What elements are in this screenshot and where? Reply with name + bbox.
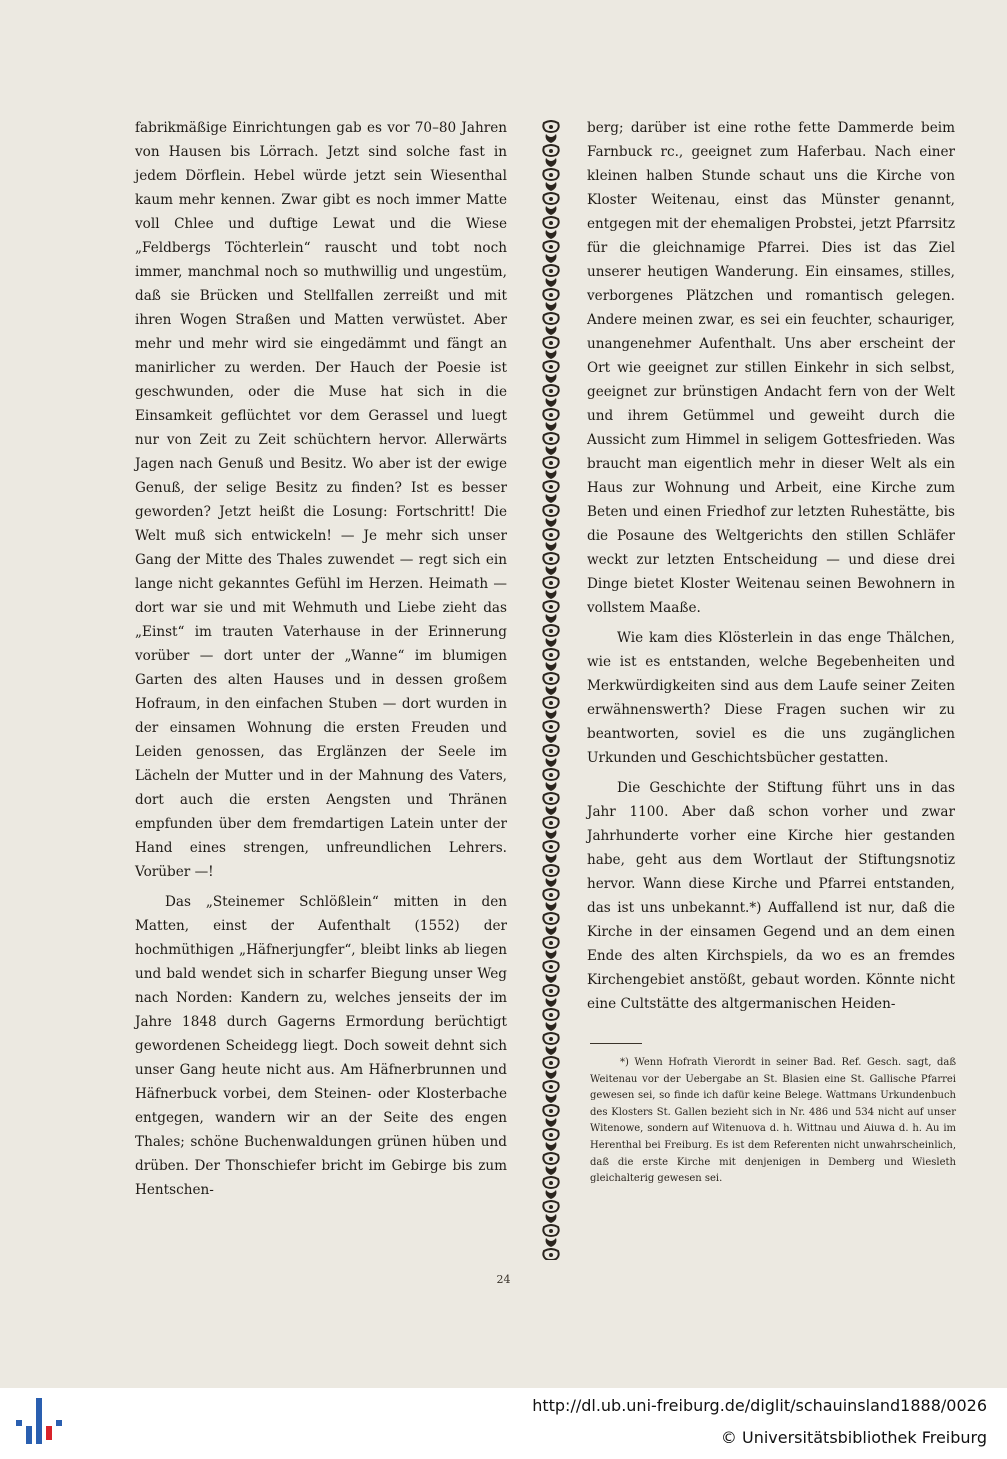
- copyright-text: © Universitätsbibliothek Freiburg: [720, 1428, 987, 1447]
- right-text-column: [587, 116, 955, 1016]
- page-number: 24: [496, 1273, 511, 1286]
- footnote-rule: [590, 1043, 642, 1044]
- paragraph: berg; darüber ist eine rothe fette Dammerde beim Farnbuck rc., geeignet zum Haferbau. Nach einer kleinen halben Stunde schaut uns die Kirche von Kloster Weitenau, einst das Münster genannt, entgegen mit der ehemaligen Probstei, jetzt Pfarrsitz für die gleichnamige Pfarrei. Dies ist das Ziel unserer heutigen Wanderung. Ein einsames, stilles, verborgenes Plätzchen und romantisch gelegen. Andere meinen zwar, es sei ein feuchter, schauriger, unangenehmer Aufenthalt. Uns aber erscheint der Ort wie geeignet zur stillen Einkehr in sich selbst, geeignet zur brünstigen Andacht fern von der Welt und ihrem Getümmel und geweiht durch die Aussicht zum Himmel in seligem Gottesfrieden. Was braucht man eigentlich mehr in dieser Welt als ein Haus zur Wohnung und Arbeit, eine Kirche zum Beten und einen Friedhof zur letzten Ruhestätte, bis die Posaune des Weltgerichts den stillen Schläfer weckt zur letzten Entscheidung — und diese drei Dinge bietet Kloster Weitenau seinen Bewohnern in vollstem Maaße.: [587, 120, 955, 616]
- permalink-url[interactable]: http://dl.ub.uni-freiburg.de/diglit/schauinsland1888/0026: [532, 1396, 987, 1415]
- paragraph: Das „Steinemer Schlößlein“ mitten in den Matten, einst der Aufenthalt (1552) der hochmüthigen „Häfnerjungfer“, bleibt links ab liegen und bald wendet sich in scharfer Biegung unser Weg nach Norden: Kandern zu, welches jenseits der im Jahre 1848 durch Gagerns Ermordung berüchtigt gewordenen Scheidegg liegt. Doch soweit dehnt sich unser Gang heute nicht aus. Am Häfnerbrunnen und Häfnerbuck vorbei, dem Steinen- oder Klosterbache entgegen, wandern wir an der Seite des engen Thales; schöne Buchenwaldungen grünen hüben und drüben. Der Thonschiefer bricht im Gebirge bis zum Hentschen-: [135, 894, 507, 1198]
- ub-freiburg-logo-icon: [14, 1396, 64, 1446]
- footnote-text: *) Wenn Hofrath Vierordt in seiner Bad. Ref. Gesch. sagt, daß Weitenau vor der Uebergabe an St. Blasien eine St. Gallische Pfarrei gewesen sei, so finde ich dafür keine Belege. Wattmans Urkundenbuch des Klosters St. Gallen bezieht sich in Nr. 486 und 534 nicht auf unser Witenowe, sondern auf Witenuova d. h. Wittnau und Aiuwa d. h. Au im Herenthal bei Freiburg. Es ist dem Referenten nicht unwahrscheinlich, daß die erste Kirche mit denjenigen in Demberg und Wiesleth gleichalterig gewesen sei.: [590, 1057, 956, 1185]
- footnote: [590, 1055, 956, 1188]
- footer-bar: [0, 1388, 1007, 1459]
- paragraph: Wie kam dies Klösterlein in das enge Thälchen, wie ist es entstanden, welche Begebenheiten und Merkwürdigkeiten sind aus dem Laufe seiner Zeiten erwähnenswerth? Diese Fragen suchen wir zu beantworten, soviel es die uns zugänglichen Urkunden und Geschichtsbücher gestatten.: [587, 630, 955, 766]
- left-text-column: [135, 116, 507, 1202]
- paragraph: Die Geschichte der Stiftung führt uns in das Jahr 1100. Aber daß schon vorher und zwar Jahrhunderte vorher eine Kirche hier gestanden habe, geht aus dem Wortlaut der Stiftungsnotiz hervor. Wann diese Kirche und Pfarrei entstanden, das ist uns unbekannt.*) Auffallend ist nur, daß die Kirche in der einsamen Gegend und an dem einen Ende des alten Kirchspiels, da wo es an fremdes Kirchengebiet anstößt, gebaut worden. Könnte nicht eine Cultstätte des altgermanischen Heiden-: [587, 780, 955, 1012]
- paragraph: fabrikmäßige Einrichtungen gab es vor 70–80 Jahren von Hausen bis Lörrach. Jetzt sind solche fast in jedem Dörflein. Hebel würde jetzt sein Wiesenthal kaum mehr kennen. Zwar gibt es noch immer Matte voll Chlee und duftige Lewat und die Wiese „Feldbergs Töchterlein“ rauscht und tobt noch immer, manchmal noch so muthwillig und ungestüm, daß sie Brücken und Stellfallen zerreißt und mit ihren Wogen Straßen und Matten verwüstet. Aber mehr und mehr wird sie eingedämmt und fängt an manirlicher zu werden. Der Hauch der Poesie ist geschwunden, oder die Muse hat sich in die Einsamkeit geflüchtet vor dem Gerassel und luegt nur von Zeit zu Zeit schüchtern hervor. Allerwärts Jagen nach Genuß und Besitz. Wo aber ist der ewige Genuß, der selige Besitz zu finden? Ist es besser geworden? Jetzt heißt die Losung: Fortschritt! Die Welt muß sich entwickeln! — Je mehr sich unser Gang der Mitte des Thales zuwendet — regt sich ein lange nicht gekanntes Gefühl im Herzen. Heimath — dort war sie und mit Wehmuth und Liebe zieht das „Einst“ im trauten Vaterhause in der Erinnerung vorüber — dort unter der „Wanne“ im blumigen Garten des alten Hauses und in dessen großem Hofraum, in den einfachen Stuben — dort wurden in der einsamen Wohnung die ersten Freuden und Leiden genossen, das Erglänzen der Seele im Lächeln der Mutter und in der Mahnung des Vaters, dort auch die ersten Aengsten und Thränen empfunden über dem fremdartigen Latein unter der Hand eines strengen, unfreundlichen Lehrers. Vorüber —!: [135, 120, 507, 880]
- ornamental-divider: [540, 120, 562, 1260]
